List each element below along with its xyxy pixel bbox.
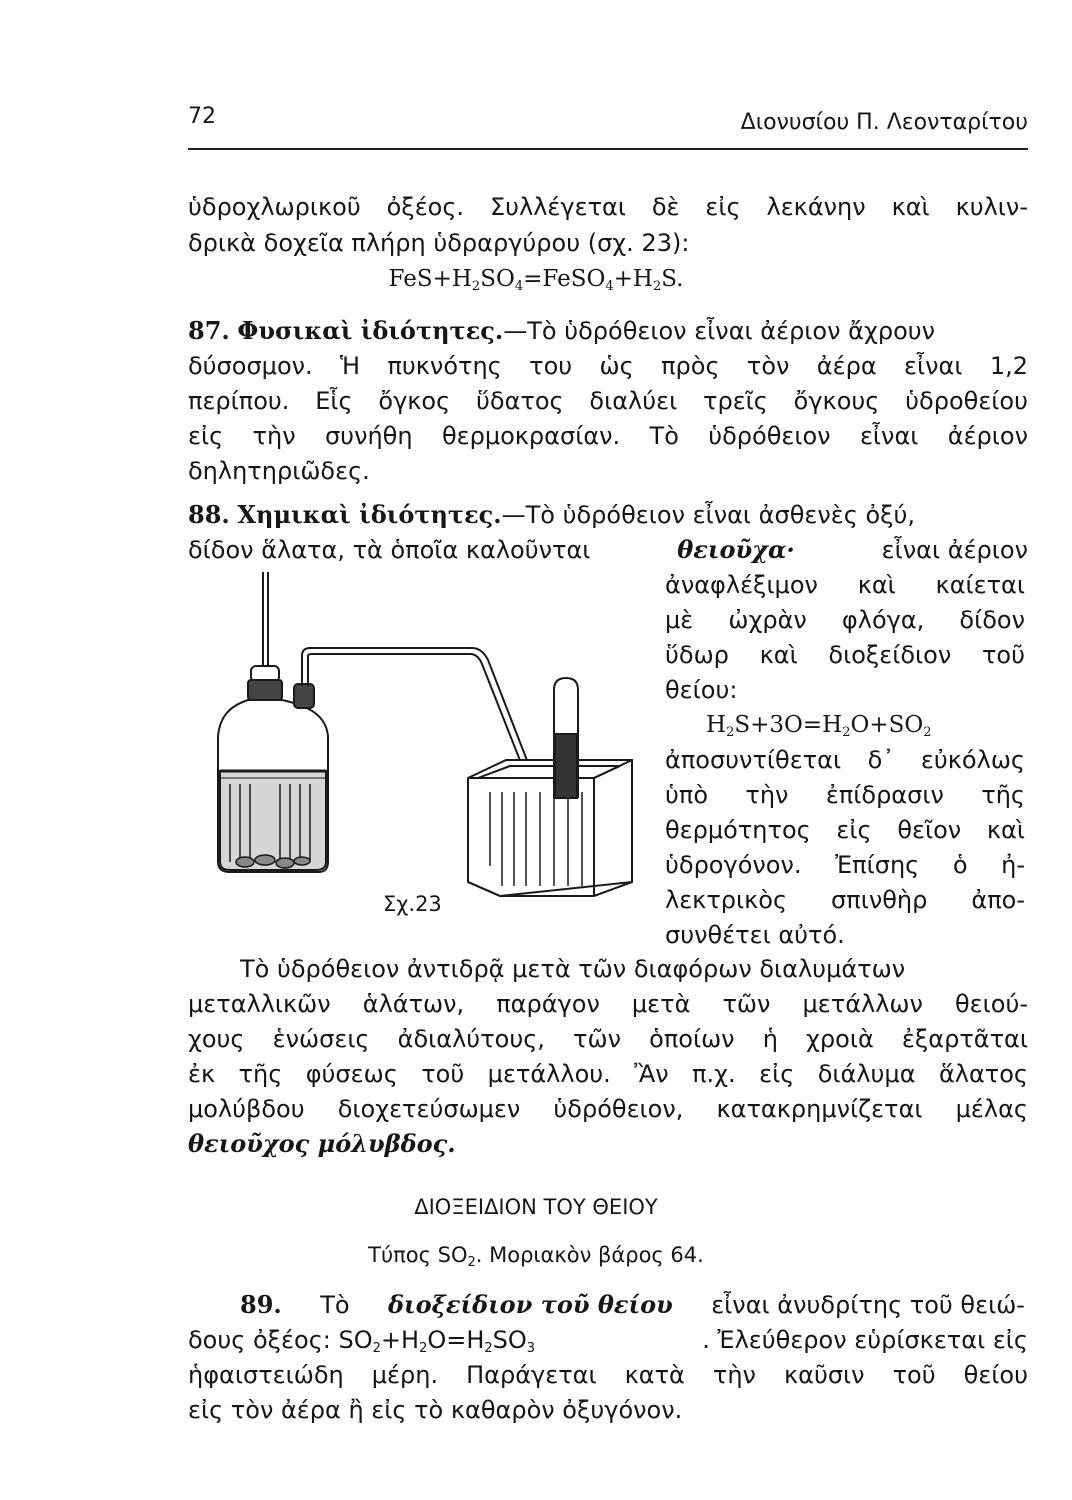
section88-line1: 88. Χημικαὶ ἰδιότητες.—Τὸ ὑδρόθειον εἶναι ἀσθενὲς ὀξύ, [188,500,916,529]
running-title: Διονυσίου Π. Λεονταρίτου [740,110,1028,135]
col-line6: ἀποσυντίθεται δ᾽ εὐκόλως [665,746,1025,774]
col-line9: ὑδρογόνον. Ἐπίσης ὁ ἠ- [665,851,1025,879]
col-line1: ἀναφλέξιμον καὶ καίεται [665,571,1025,599]
section87-line4: εἰς τὴν συνήθη θερμοκρασίαν. Τὸ ὑδρόθειον εἶναι ἀέριον [188,422,1028,450]
page-number: 72 [188,104,216,129]
section87-number: 87. [188,316,230,345]
para2-line4: ἐκ τῆς φύσεως τοῦ μετάλλου. Ἂν π.χ. εἰς διάλυμα ἅλατος [188,1060,1028,1088]
figure-apparatus [210,566,650,936]
section87-line5: δηλητηριῶδες. [188,457,370,485]
section87-heading: Φυσικαὶ ἰδιότητες. [237,316,504,345]
section87-line3: περίπου. Εἷς ὄγκος ὕδατος διαλύει τρεῖς ὄγκους ὑδροθείου [188,387,1028,415]
section88-heading: Χημικαὶ ἰδιότητες. [237,500,502,529]
col-line7: ὑπὸ τὴν ἐπίδρασιν τῆς [665,781,1025,809]
section88-line2: δίδον ἅλατα, τὰ ὁποῖα καλοῦνται θειοῦχα· εἶναι ἀέριον [188,535,1028,564]
term-thiouxa: θειοῦχα· [677,535,795,564]
collecting-cylinder [554,678,578,798]
header-rule [188,148,1028,150]
col-line2: μὲ ὠχρὰν φλόγα, δίδον [665,606,1025,634]
para1-line2: δρικὰ δοχεῖα πλήρη ὑδραργύρου (σχ. 23): [188,229,690,257]
section88-number: 88. [188,500,230,529]
section89-line1: 89. Τὸ διοξείδιον τοῦ θείου εἶναι ἀνυδρίτης τοῦ θειώ- [240,1290,1025,1319]
formula-fes: $FeS+H_2SO_4=FeSO_4+H_2S$. [388,266,684,294]
section89-number: 89. [240,1290,282,1319]
section87-line2: δύσοσμον. Ἡ πυκνότης του ὡς πρὸς τὸν ἀέρα εἶναι 1,2 [188,352,1028,380]
water-trough [468,760,632,896]
term-thiouxos-molyvdos: θειοῦχος μόλυβδος. [188,1129,456,1158]
section87-line1: 87. Φυσικαὶ ἰδιότητες.—Τὸ ὑδρόθειον εἶναι ἀέριον ἄχρουν [188,316,936,345]
col-line11: συνθέτει αὐτό. [665,921,845,949]
col-line4: θείου: [665,676,738,704]
para2-line2: μεταλλικῶν ἁλάτων, παράγον μετὰ τῶν μετάλλων θειού- [188,990,1028,1018]
term-so2: διοξείδιον τοῦ θείου [388,1290,673,1319]
section89-line4: εἰς τὸν ἀέρα ἢ εἰς τὸ καθαρὸν ὀξυγόνον. [188,1396,683,1424]
so2-formula-line: Τύπος $SO_2$. Μοριακὸν βάρος 64. [368,1243,704,1270]
col-line8: θερμότητος εἰς θεῖον καὶ [665,816,1025,844]
para1-line1: ὑδροχλωρικοῦ ὀξέος. Συλλέγεται δὲ εἰς λεκάνην καὶ κυλιν- [188,193,1028,221]
page-header [188,104,1028,138]
gas-bottle [218,666,328,872]
para2-line5: μολύβδου διοχετεύσωμεν ὑδρόθειον, κατακρημνίζεται μέλας [188,1095,1028,1123]
para2-line1: Τὸ ὑδρόθειον ἀντιδρᾷ μετὰ τῶν διαφόρων διαλυμάτων [240,955,906,983]
formula-h2s: $H_2S+3O=H_2O+SO_2$ [706,712,932,740]
section89-line3: ἡφαιστειώδη μέρη. Παράγεται κατὰ τὴν καῦσιν τοῦ θείου [188,1361,1028,1389]
section89-line2: δους ὀξέος: $SO_2+H_2O=H_2SO_3$ . Ἐλεύθερον εὑρίσκεται εἰς [188,1326,1028,1356]
section-title-so2: ΔΙΟΞΕΙΔΙΟΝ ΤΟΥ ΘΕΙΟΥ [414,1195,658,1219]
figure-caption: Σχ.23 [383,892,442,916]
col-line3: ὕδωρ καὶ διοξείδιον τοῦ [665,641,1025,669]
para2-line3: χους ἑνώσεις ἀδιαλύτους, τῶν ὁποίων ἡ χροιὰ ἐξαρτᾶται [188,1025,1028,1053]
col-line10: λεκτρικὸς σπινθὴρ ἀπο- [665,886,1025,914]
